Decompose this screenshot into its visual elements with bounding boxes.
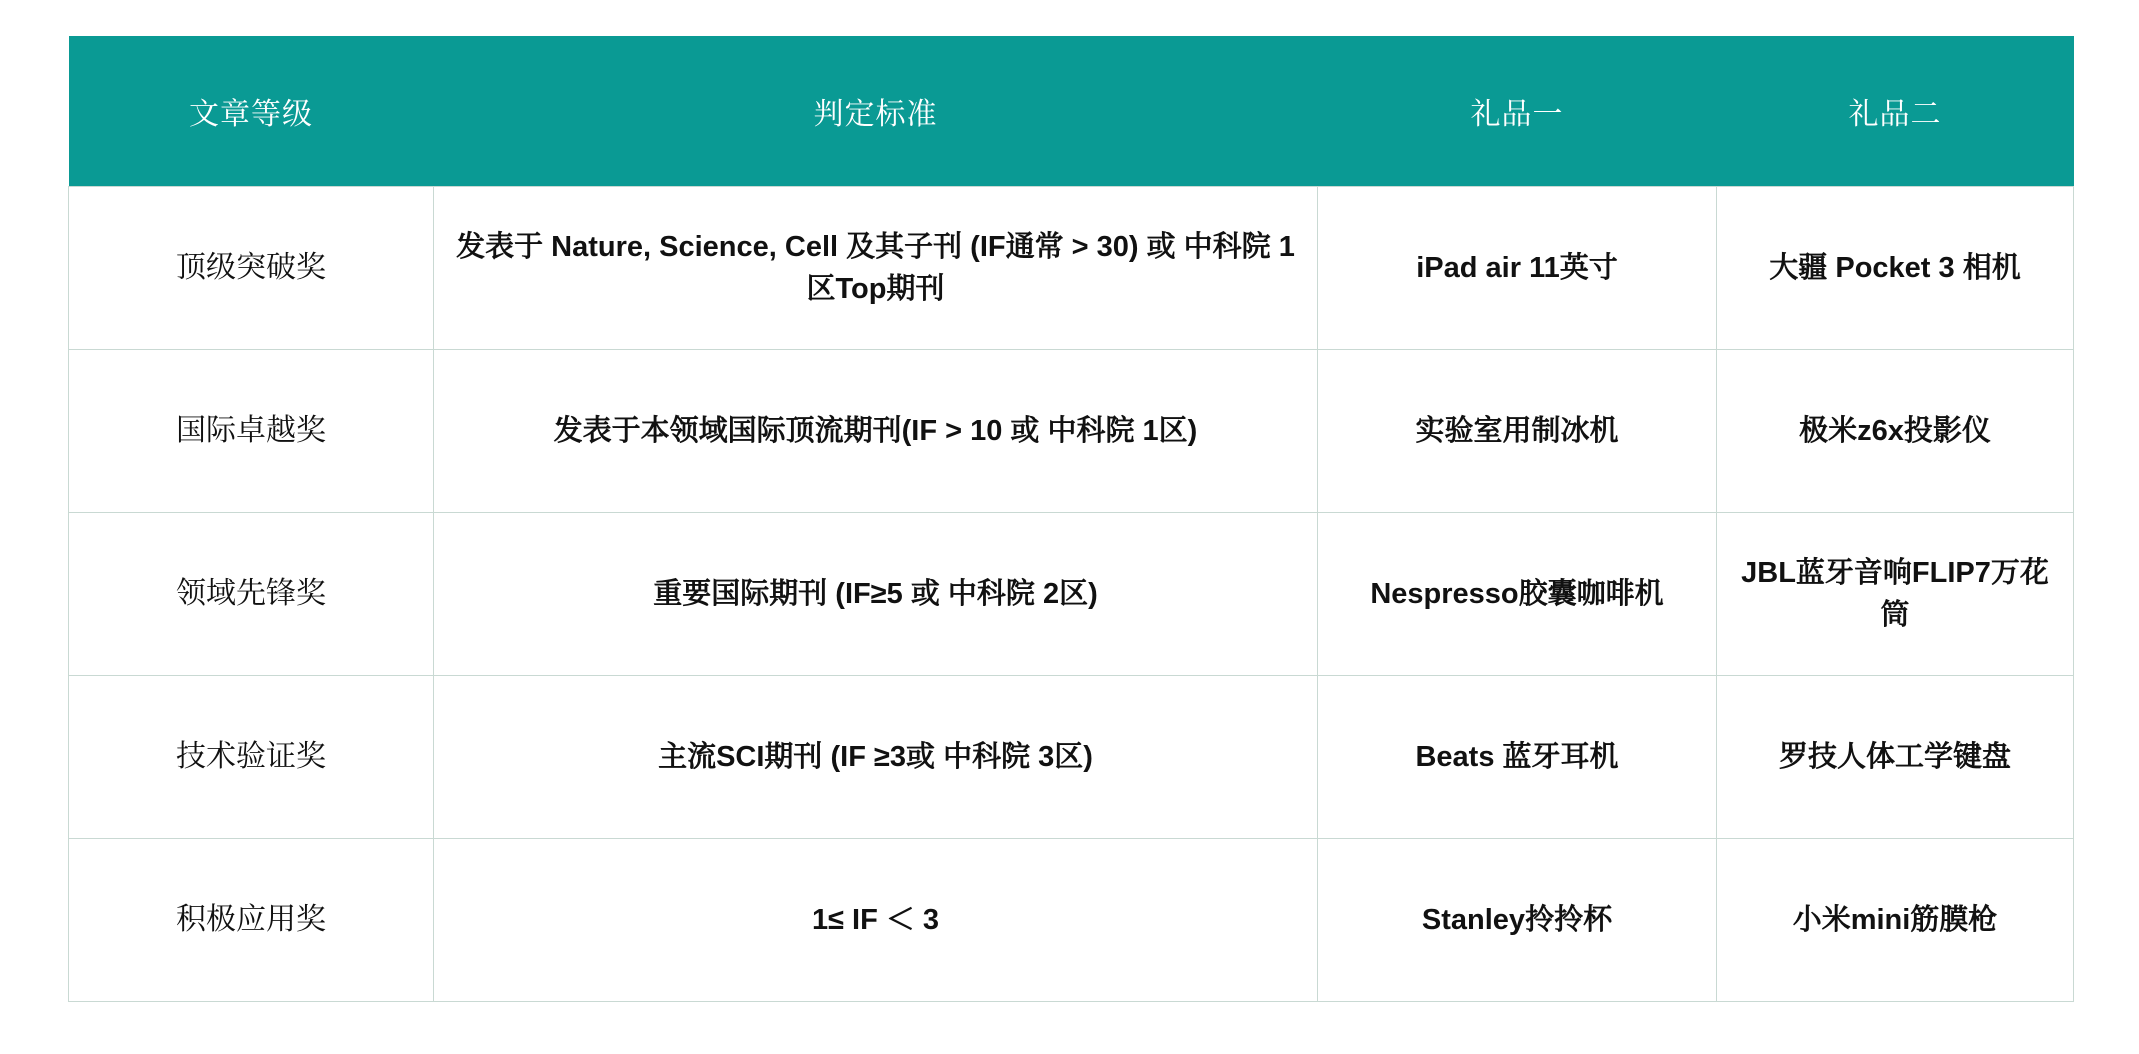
table-row — [69, 187, 2074, 350]
table-row — [69, 839, 2074, 1002]
cell-gift-one: Beats 蓝牙耳机 — [1318, 676, 1717, 839]
cell-gift-two: 极米z6x投影仪 — [1717, 350, 2074, 513]
cell-gift-two: 罗技人体工学键盘 — [1717, 676, 2074, 839]
cell-level: 积极应用奖 — [69, 839, 434, 1002]
cell-gift-two: 大疆 Pocket 3 相机 — [1717, 187, 2074, 350]
cell-gift-one: Stanley拎拎杯 — [1318, 839, 1717, 1002]
column-header-gift-two: 礼品二 — [1717, 36, 2074, 187]
cell-criteria: 主流SCI期刊 (IF ≥3或 中科院 3区) — [434, 676, 1318, 839]
header-row — [69, 36, 2074, 187]
cell-level: 技术验证奖 — [69, 676, 434, 839]
cell-gift-two: JBL蓝牙音响FLIP7万花筒 — [1717, 513, 2074, 676]
cell-gift-one: 实验室用制冰机 — [1318, 350, 1717, 513]
cell-level: 国际卓越奖 — [69, 350, 434, 513]
cell-level: 顶级突破奖 — [69, 187, 434, 350]
cell-gift-one: iPad air 11英寸 — [1318, 187, 1717, 350]
table-body — [69, 187, 2074, 1002]
table-header — [69, 36, 2074, 187]
table-row — [69, 676, 2074, 839]
table-row — [69, 350, 2074, 513]
table-row — [69, 513, 2074, 676]
cell-criteria: 1≤ IF ＜ 3 — [434, 839, 1318, 1002]
award-table-container — [68, 36, 2073, 1002]
cell-criteria: 重要国际期刊 (IF≥5 或 中科院 2区) — [434, 513, 1318, 676]
column-header-criteria: 判定标准 — [434, 36, 1318, 187]
column-header-gift-one: 礼品一 — [1318, 36, 1717, 187]
cell-gift-one: Nespresso胶囊咖啡机 — [1318, 513, 1717, 676]
column-header-level: 文章等级 — [69, 36, 434, 187]
cell-level: 领域先锋奖 — [69, 513, 434, 676]
cell-criteria: 发表于本领域国际顶流期刊(IF > 10 或 中科院 1区) — [434, 350, 1318, 513]
award-table — [68, 36, 2074, 1002]
cell-criteria: 发表于 Nature, Science, Cell 及其子刊 (IF通常 > 30) 或 中科院 1区Top期刊 — [434, 187, 1318, 350]
cell-gift-two: 小米mini筋膜枪 — [1717, 839, 2074, 1002]
